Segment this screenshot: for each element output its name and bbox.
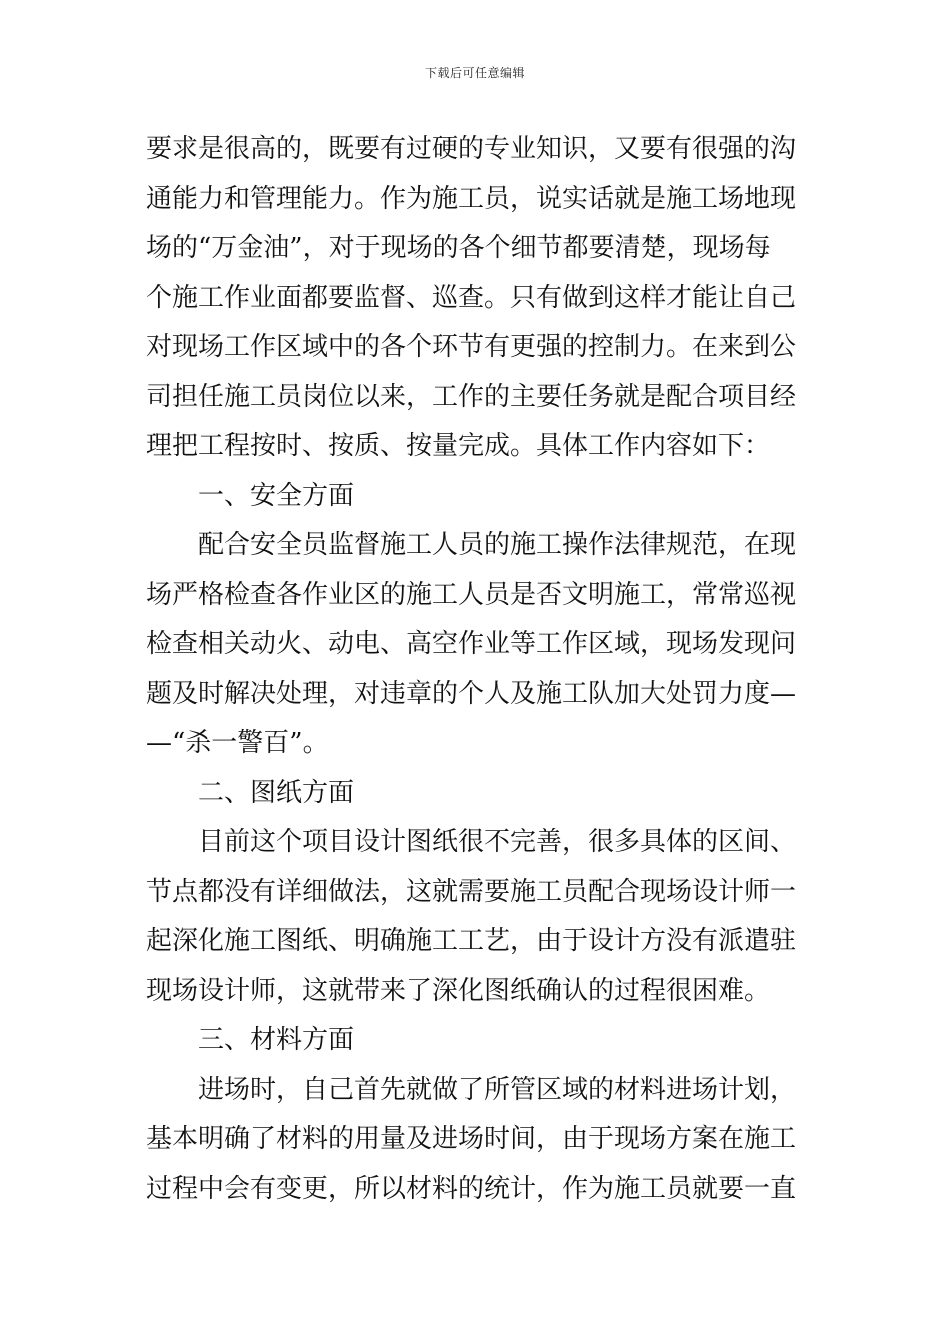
body-line: 通能力和管理能力。作为施工员，说实话就是施工场地现 [146,183,797,214]
page-header: 下载后可任意编辑 [424,66,525,80]
body-line: 个施工作业面都要监督、巡查。只有做到这样才能让自己 [146,282,797,313]
body-line: 配合安全员监督施工人员的施工操作法律规范，在现 [198,530,797,560]
body-line: 基本明确了材料的用量及进场时间，由于现场方案在施工 [146,1124,797,1154]
body-line: 起深化施工图纸、明确施工工艺，由于设计方没有派遣驻 [146,926,797,956]
body-line: 目前这个项目设计图纸很不完善，很多具体的区间、 [198,827,797,857]
body-line: 节点都没有详细做法，这就需要施工员配合现场设计师一 [146,876,797,907]
body-line: 场的“万金油”，对于现场的各个细节都要清楚，现场每 [146,233,771,263]
body-line: —“杀一警百”。 [146,728,329,758]
section-heading-safety: 一、安全方面 [198,480,355,511]
body-line: 题及时解决处理，对违章的个人及施工队加大处罚力度— [146,678,797,709]
body-line: 对现场工作区域中的各个环节有更强的控制力。在来到公 [146,332,797,362]
body-line: 理把工程按时、按质、按量完成。具体工作内容如下： [146,431,771,461]
document-body [146,125,806,1214]
section-heading-materials: 三、材料方面 [198,1025,355,1055]
body-line: 检查相关动火、动电、高空作业等工作区域，现场发现问 [146,629,797,659]
body-line: 要求是很高的，既要有过硬的专业知识，又要有很强的沟 [146,134,797,164]
section-heading-drawings: 二、图纸方面 [198,777,355,808]
body-line: 进场时，自己首先就做了所管区域的材料进场计划， [198,1074,797,1105]
body-line: 过程中会有变更，所以材料的统计，作为施工员就要一直 [146,1173,797,1204]
body-line: 司担任施工员岗位以来，工作的主要任务就是配合项目经 [146,381,797,412]
body-line: 现场设计师，这就带来了深化图纸确认的过程很困难。 [146,975,771,1006]
body-line: 场严格检查各作业区的施工人员是否文明施工，常常巡视 [146,579,797,610]
